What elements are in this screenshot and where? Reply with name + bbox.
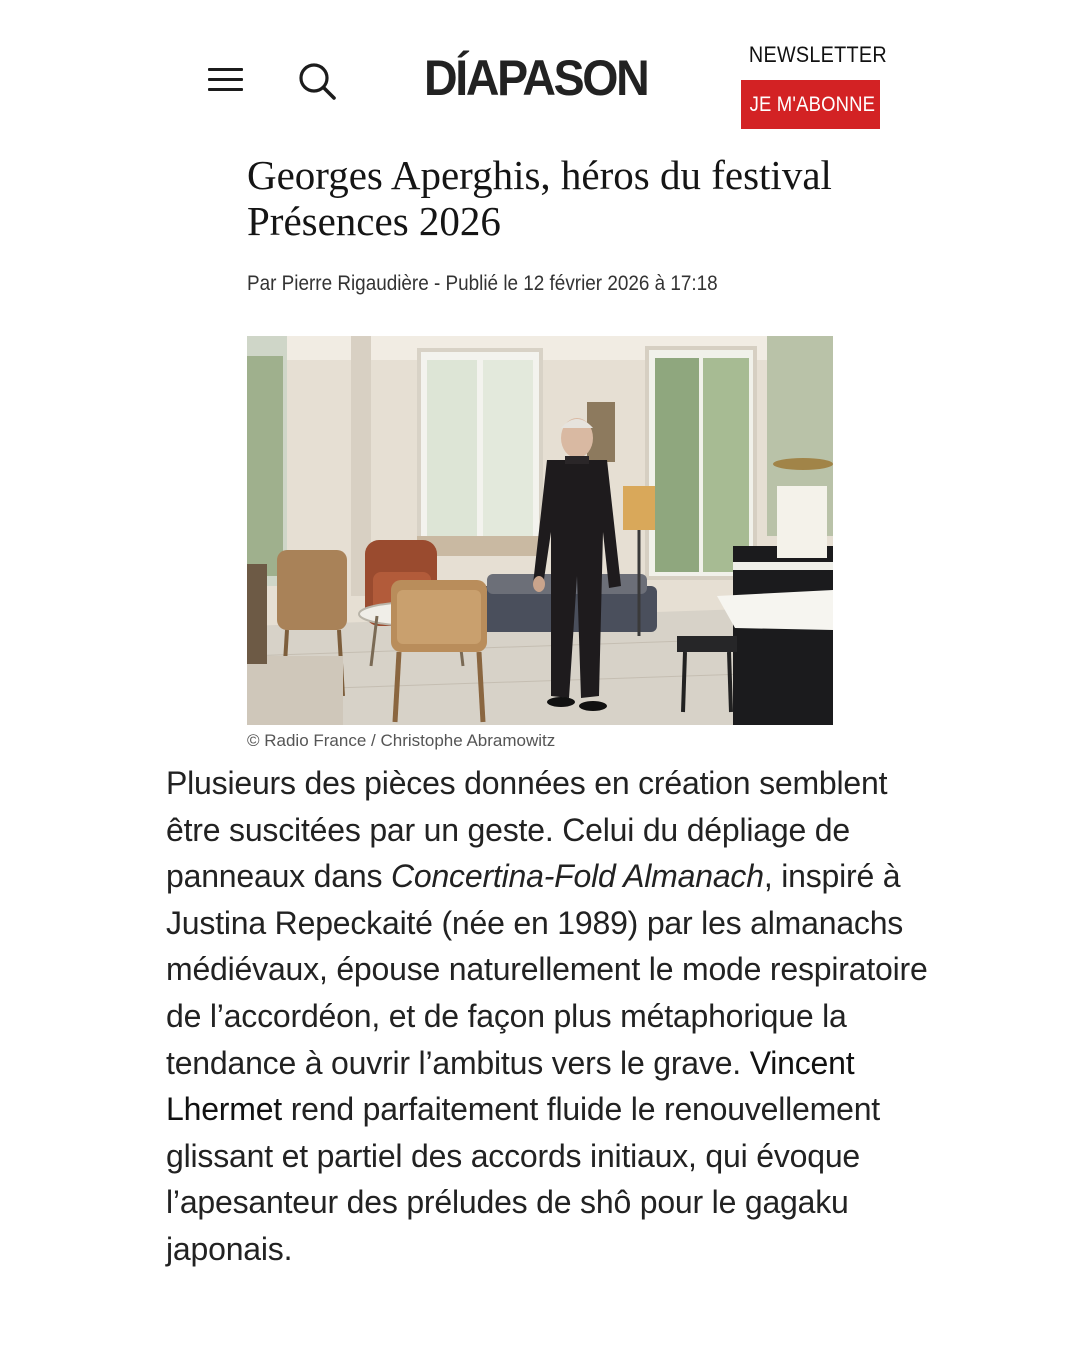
article-byline: Par Pierre Rigaudière - Publié le 12 février 2026 à 17:18 [247,272,718,295]
subscribe-button[interactable] [741,80,880,129]
article-photo-illustration [247,336,833,725]
person-link-vincent-lhermet[interactable]: Vincent Lhermet [166,1044,855,1128]
subscribe-button-label: JE M'ABONNE [749,93,876,116]
body-text-1: Plusieurs des pièces données en création semblent être suscitées par un geste. Celui du dépliage de panneaux dans [166,765,888,895]
site-logo[interactable]: DÍAPASON [424,50,648,106]
hamburger-menu-icon[interactable] [208,66,244,94]
article-body [166,760,936,1273]
search-icon[interactable] [296,60,338,102]
body-text-3: rend parfaitement fluide le renouvellement glissant et partiel des accords initiaux, qui évoque l’apesanteur des préludes de shô pour le gagaku japonais. [166,1091,880,1267]
photo-credit: © Radio France / Christophe Abramowitz [247,731,556,750]
work-title: Concertina-Fold Almanach [390,858,764,895]
article-photo[interactable] [247,336,833,725]
body-text-2: , inspiré à Justina Repeckaité (née en 1989) par les almanachs médiévaux, épouse naturellement le mode respiratoire de l’accordéon, et de façon plus métaphorique la tendance à ouvrir l’ambitus vers le grave. [166,858,928,1081]
article-title: Georges Aperghis, héros du festival Présences 2026 [247,152,832,244]
newsletter-link[interactable]: NEWSLETTER [748,42,887,67]
